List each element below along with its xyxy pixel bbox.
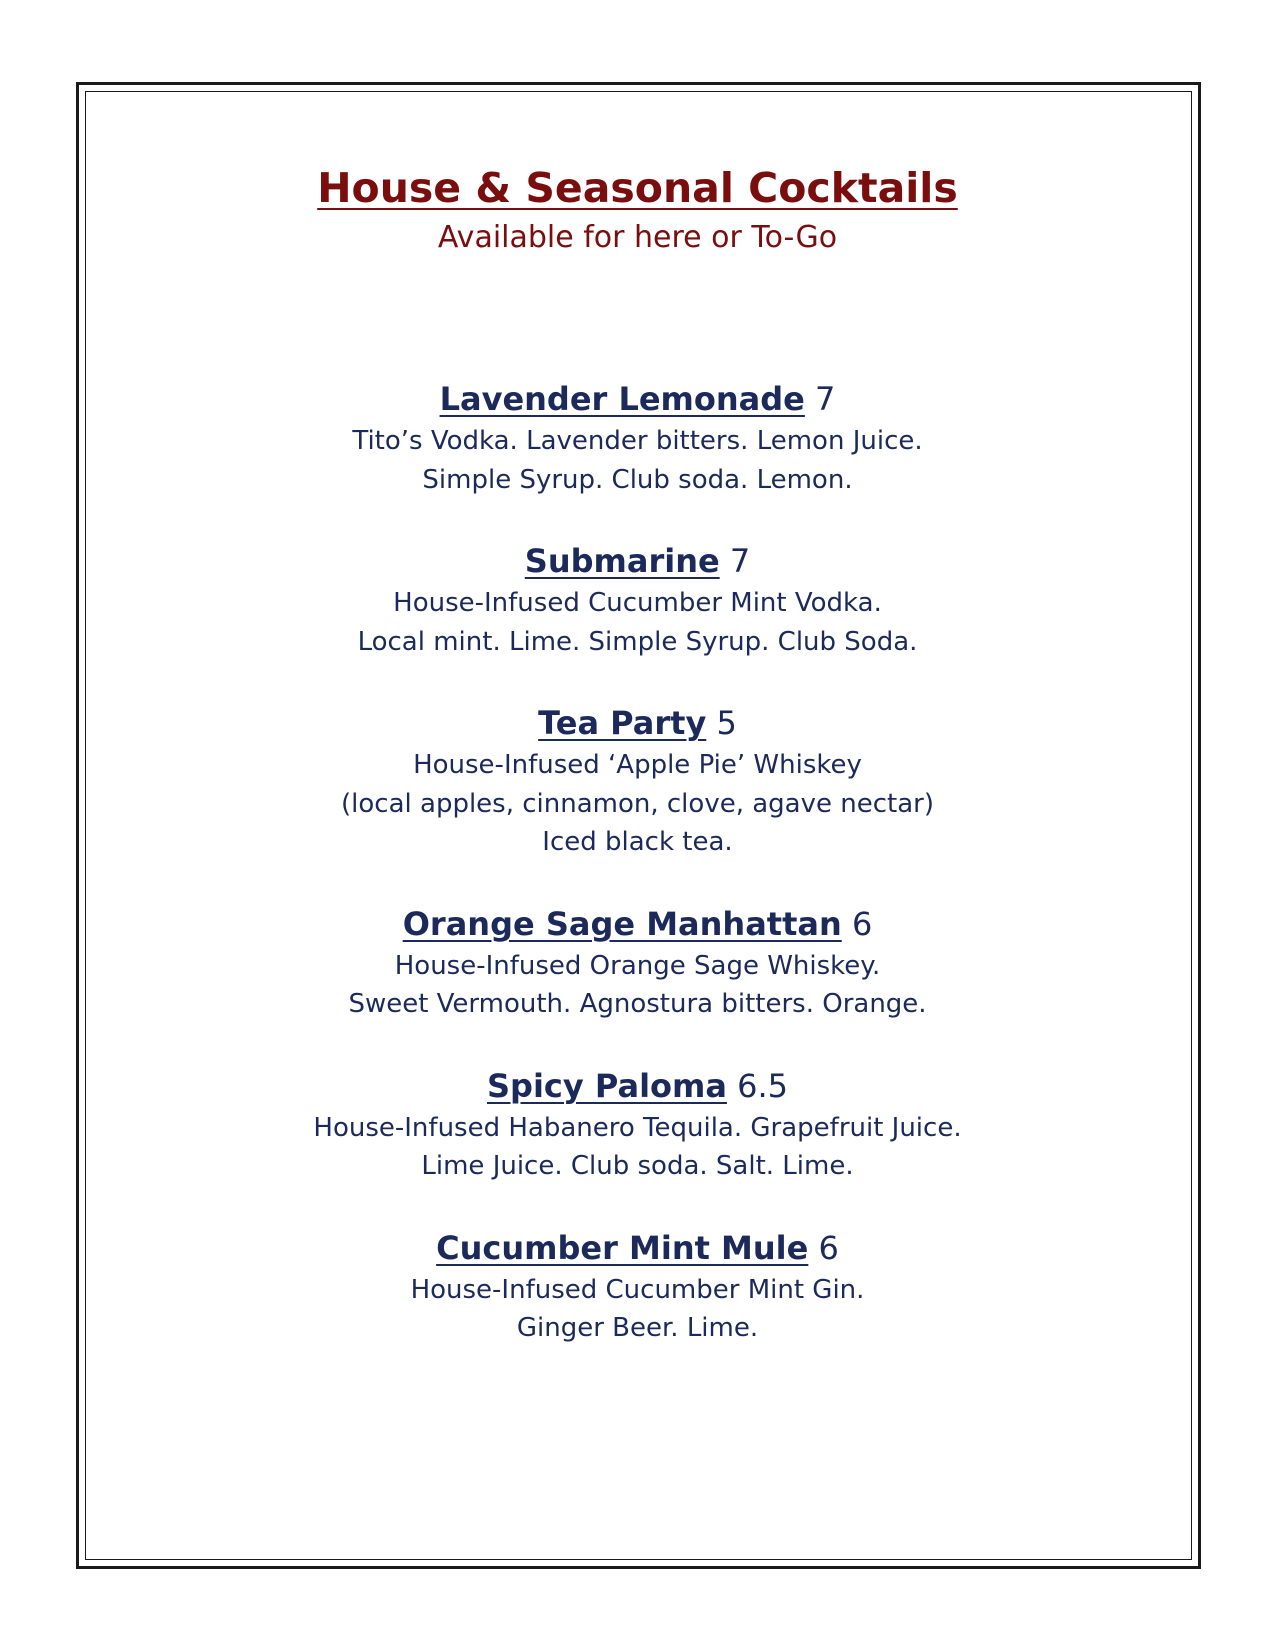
cocktail-description-line: House-Infused Habanero Tequila. Grapefruit Juice. <box>313 1112 962 1143</box>
cocktail-description-line: Simple Syrup. Club soda. Lemon. <box>422 464 853 495</box>
cocktail-item <box>0 700 1275 862</box>
cocktail-description-line: House-Infused Orange Sage Whiskey. <box>394 950 881 981</box>
cocktail-heading <box>0 538 1275 584</box>
cocktail-name: Cucumber Mint Mule <box>436 1228 809 1267</box>
cocktail-description-line: Lime Juice. Club soda. Salt. Lime. <box>421 1151 854 1181</box>
cocktail-item <box>0 376 1275 499</box>
cocktail-item <box>0 901 1275 1024</box>
cocktail-price: 6 <box>818 1228 839 1267</box>
menu-title: House & Seasonal Cocktails <box>317 164 958 212</box>
cocktail-heading <box>0 700 1275 746</box>
cocktail-name: Tea Party <box>538 704 707 742</box>
cocktail-name: Lavender Lemonade <box>439 380 805 418</box>
cocktail-price: 5 <box>716 704 737 742</box>
cocktail-price: 7 <box>815 380 836 418</box>
cocktail-name: Orange Sage Manhattan <box>402 904 842 943</box>
cocktail-description-line: House-Infused Cucumber Mint Vodka. <box>393 588 882 618</box>
cocktail-heading <box>0 376 1275 422</box>
cocktail-price: 6 <box>851 904 873 943</box>
cocktail-name: Spicy Paloma <box>486 1066 727 1105</box>
cocktail-description-line: Sweet Vermouth. Agnostura bitters. Orange. <box>348 989 927 1019</box>
cocktail-price: 6.5 <box>737 1066 789 1105</box>
cocktail-price: 7 <box>729 542 751 580</box>
cocktail-item <box>0 1063 1275 1186</box>
menu-subtitle: Available for here or To-Go <box>437 220 838 255</box>
cocktail-description-line: Iced black tea. <box>542 827 733 857</box>
cocktail-name: Submarine <box>524 542 720 580</box>
cocktail-list <box>0 376 1275 1387</box>
cocktail-item <box>0 538 1275 661</box>
cocktail-description-line: House-Infused ‘Apple Pie’ Whiskey <box>413 750 862 780</box>
cocktail-heading <box>0 1063 1275 1109</box>
cocktail-heading <box>0 1225 1275 1271</box>
cocktail-item <box>0 1225 1275 1348</box>
cocktail-description-line: House-Infused Cucumber Mint Gin. <box>410 1274 865 1305</box>
cocktail-description-line: (local apples, cinnamon, clove, agave nectar) <box>341 788 934 819</box>
cocktail-description-line: Ginger Beer. Lime. <box>516 1313 759 1343</box>
cocktail-description-line: Local mint. Lime. Simple Syrup. Club Soda. <box>357 626 918 657</box>
cocktail-heading <box>0 901 1275 947</box>
cocktail-description-line: Tito’s Vodka. Lavender bitters. Lemon Juice. <box>352 426 923 456</box>
